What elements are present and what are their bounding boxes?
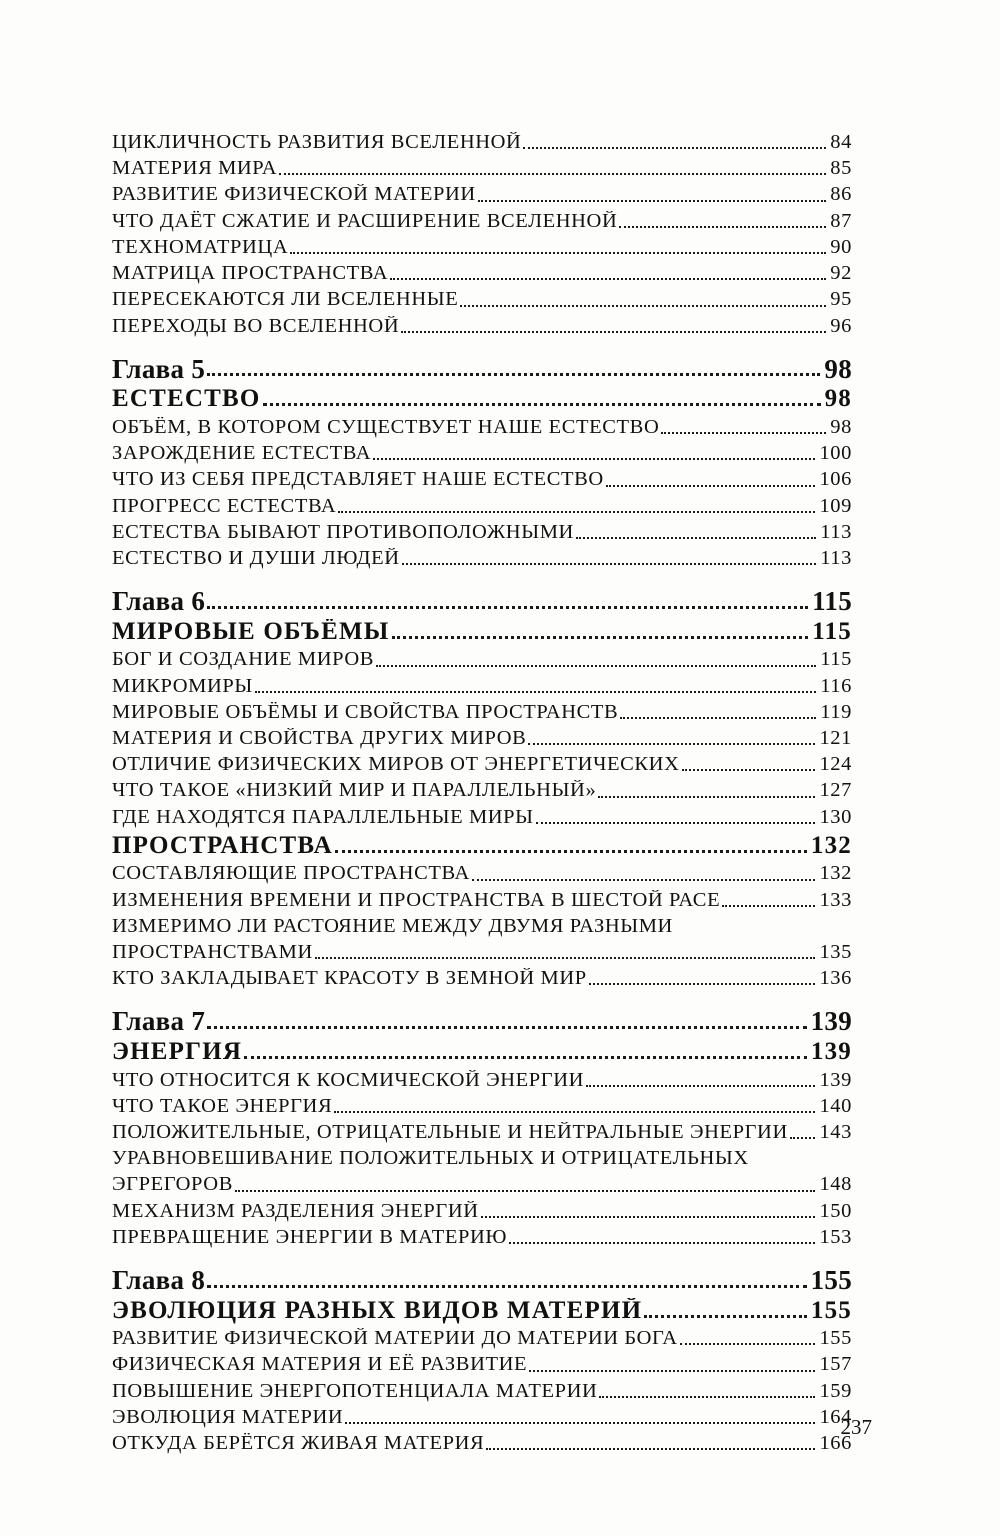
toc-leader-dots — [673, 917, 850, 938]
toc-entry[interactable] — [112, 469, 852, 491]
toc-entry-label: Глава 6 — [112, 587, 206, 616]
toc-entry-label: ПЕРЕСЕКАЮТСЯ ЛИ ВСЕЛЕННЫЕ — [112, 289, 459, 311]
toc-leader-dots — [521, 133, 828, 154]
toc-entry-page: 84 — [830, 131, 852, 153]
toc-entry-page: 106 — [819, 468, 852, 491]
toc-entry-label: ПРОГРЕСС ЕСТЕСТВА — [112, 495, 337, 517]
toc-entry-page: 127 — [819, 779, 852, 802]
toc-entry-label: ОТКУДА БЕРЁТСЯ ЖИВАЯ МАТЕРИЯ — [112, 1433, 485, 1455]
toc-entry-page: 115 — [820, 648, 852, 671]
toc-entry-label: ПОЛОЖИТЕЛЬНЫЕ, ОТРИЦАТЕЛЬНЫЕ И НЕЙТРАЛЬНЫЕ ЭНЕРГИИ — [112, 1121, 788, 1143]
toc-leader-dots — [680, 755, 818, 776]
toc-entry[interactable] — [112, 417, 852, 439]
toc-leader-dots — [618, 703, 818, 724]
toc-entry[interactable] — [112, 386, 852, 413]
toc-entry[interactable] — [112, 676, 852, 698]
toc-entry-label: ЦИКЛИЧНОСТЬ РАЗВИТИЯ ВСЕЛЕННОЙ — [112, 132, 522, 153]
toc-leader-dots — [333, 834, 809, 859]
toc-leader-dots — [400, 549, 819, 570]
toc-group — [112, 587, 852, 990]
toc-entry[interactable] — [112, 1381, 852, 1403]
toc-leader-dots — [484, 1434, 817, 1455]
toc-leader-dots — [749, 1149, 850, 1170]
toc-entry-page: 98 — [824, 353, 852, 384]
toc-leader-dots — [261, 388, 823, 413]
toc-entry-label: Глава 5 — [112, 354, 206, 384]
toc-leader-dots — [470, 865, 818, 886]
toc-group-separator — [112, 1253, 852, 1266]
toc-entry-label: РАЗВИТИЕ ФИЗИЧЕСКОЙ МАТЕРИИ ДО МАТЕРИИ БОГА — [112, 1328, 678, 1350]
toc-entry-page: 155 — [810, 1265, 852, 1296]
toc-entry-page: 166 — [819, 1432, 852, 1455]
toc-entry[interactable] — [112, 1039, 852, 1066]
toc-entry-page: 132 — [810, 831, 852, 859]
toc-entry-label: МАТЕРИЯ МИРА — [112, 158, 278, 180]
toc-leader-dots — [507, 1228, 817, 1249]
toc-leader-dots — [336, 497, 817, 518]
toc-entry-page: 92 — [830, 262, 852, 285]
toc-leader-dots — [678, 1329, 818, 1350]
toc-entry-label: МАТРИЦА ПРОСТРАНСТВА — [112, 263, 389, 285]
toc-entry-page: 148 — [819, 1173, 852, 1196]
toc-entry-label: РАЗВИТИЕ ФИЗИЧЕСКОЙ МАТЕРИИ — [112, 184, 476, 206]
toc-entry[interactable] — [112, 1407, 852, 1429]
toc-entry[interactable] — [112, 1227, 852, 1249]
toc-entry-page: 139 — [819, 1068, 852, 1091]
toc-leader-dots — [371, 444, 817, 465]
toc-entry-page: 113 — [820, 520, 852, 543]
toc-entry[interactable] — [112, 754, 852, 776]
toc-entry[interactable] — [112, 522, 852, 544]
toc-entry[interactable] — [112, 1122, 852, 1144]
toc-entry-label: ОБЪЁМ, В КОТОРОМ СУЩЕСТВУЕТ НАШЕ ЕСТЕСТВО — [112, 416, 660, 438]
toc-entry-label: МЕХАНИЗМ РАЗДЕЛЕНИЯ ЭНЕРГИЙ — [112, 1200, 479, 1222]
toc-entry-page: 153 — [819, 1225, 852, 1248]
toc-entry-page: 150 — [819, 1199, 852, 1222]
toc-entry-label: УРАВНОВЕШИВАНИЕ ПОЛОЖИТЕЛЬНЫХ И ОТРИЦАТЕЛЬНЫХ — [112, 1148, 749, 1170]
toc-entry[interactable] — [112, 1328, 852, 1350]
toc-entry[interactable] — [112, 968, 852, 990]
toc-leader-dots — [390, 620, 811, 645]
toc-entry-label: МИКРОМИРЫ — [112, 675, 253, 697]
page-number: 237 — [840, 1415, 872, 1439]
toc-entry-label: ЕСТЕСТВО И ДУШИ ЛЮДЕЙ — [112, 547, 400, 569]
toc-leader-dots — [233, 1176, 817, 1197]
toc-entry-label: ПРЕВРАЩЕНИЕ ЭНЕРГИИ В МАТЕРИЮ — [112, 1226, 508, 1248]
toc-leader-dots — [399, 317, 828, 338]
toc-entry-label: ЧТО ТАКОЕ ЭНЕРГИЯ — [112, 1095, 333, 1117]
toc-entry-page: 136 — [819, 967, 852, 990]
toc-entry-page: 98 — [830, 415, 852, 438]
toc-entry-page: 157 — [819, 1353, 852, 1376]
toc-entry-page: 139 — [810, 1006, 852, 1037]
toc-group — [112, 355, 852, 570]
toc-entry-page: 87 — [830, 209, 852, 232]
toc-leader-dots — [332, 1097, 817, 1118]
toc-entry[interactable] — [112, 1201, 852, 1223]
toc-entry-label: ЧТО ОТНОСИТСЯ К КОСМИЧЕСКОЙ ЭНЕРГИИ — [112, 1069, 585, 1091]
toc-entry-label: СОСТАВЛЯЮЩИЕ ПРОСТРАНСТВА — [112, 863, 470, 885]
toc-entry-page: 100 — [819, 442, 852, 465]
toc-leader-dots — [288, 238, 828, 259]
toc-leader-dots — [313, 943, 818, 964]
toc-entry-page: 155 — [810, 1296, 852, 1324]
toc-entry[interactable] — [112, 649, 852, 671]
toc-entry[interactable] — [112, 863, 852, 885]
toc-entry[interactable] — [112, 728, 852, 750]
toc-entry[interactable] — [112, 1298, 852, 1325]
toc-entry[interactable] — [112, 890, 852, 912]
toc-entry[interactable] — [112, 184, 852, 206]
toc-leader-dots — [574, 523, 818, 544]
toc-group — [112, 1266, 852, 1455]
toc-entry[interactable] — [112, 237, 852, 259]
toc-leader-dots — [720, 891, 817, 912]
toc-entry[interactable] — [112, 1096, 852, 1118]
toc-entry-page: 113 — [820, 546, 852, 569]
toc-entry-label: Глава 7 — [112, 1007, 206, 1037]
toc-entry[interactable] — [112, 916, 852, 938]
toc-leader-dots — [476, 186, 829, 207]
toc-entry[interactable] — [112, 1070, 852, 1092]
toc-entry-page: 124 — [819, 753, 852, 776]
toc-entry[interactable] — [112, 942, 852, 964]
toc-entry-label: МИРОВЫЕ ОБЪЁМЫ И СВОЙСТВА ПРОСТРАНСТВ — [112, 701, 619, 723]
toc-entry-page: 95 — [830, 288, 852, 311]
toc-leader-dots — [277, 159, 828, 180]
toc-entry-label: ПЕРЕХОДЫ ВО ВСЕЛЕННОЙ — [112, 315, 400, 337]
toc-entry-page: 121 — [819, 726, 852, 749]
toc-entry-page: 85 — [830, 157, 852, 180]
toc-leader-dots — [596, 782, 817, 803]
toc-group — [112, 132, 852, 337]
toc-entry[interactable] — [112, 316, 852, 338]
toc-entry[interactable] — [112, 1433, 852, 1455]
toc-leader-dots — [205, 1009, 808, 1036]
toc-entry[interactable] — [112, 833, 852, 860]
toc-leader-dots — [374, 651, 818, 672]
toc-leader-dots — [479, 1202, 818, 1223]
toc-group-separator — [112, 574, 852, 587]
toc-entry[interactable] — [112, 355, 852, 384]
toc-entry-label: БОГ И СОЗДАНИЕ МИРОВ — [112, 649, 375, 671]
toc-leader-dots — [343, 1408, 817, 1429]
toc-leader-dots — [205, 356, 822, 383]
toc-entry-page: 133 — [819, 888, 852, 911]
toc-entry-label: ЧТО ИЗ СЕБЯ ПРЕДСТАВЛЯЕТ НАШЕ ЕСТЕСТВО — [112, 469, 604, 491]
toc-leader-dots — [205, 589, 810, 616]
toc-entry-label: ЧТО ТАКОЕ «НИЗКИЙ МИР И ПАРАЛЛЕЛЬНЫЙ» — [112, 780, 597, 802]
toc-leader-dots — [584, 1071, 817, 1092]
toc-entry-page: 98 — [824, 385, 852, 413]
toc-entry[interactable] — [112, 496, 852, 518]
toc-entry[interactable] — [112, 443, 852, 465]
toc-entry[interactable] — [112, 132, 852, 154]
toc-entry-label: КТО ЗАКЛАДЫВАЕТ КРАСОТУ В ЗЕМНОЙ МИР — [112, 968, 587, 990]
toc-entry[interactable] — [112, 1266, 852, 1295]
toc-entry[interactable] — [112, 1148, 852, 1170]
toc-entry-page: 140 — [819, 1094, 852, 1117]
toc-entry-label: ПОВЫШЕНИЕ ЭНЕРГОПОТЕНЦИАЛА МАТЕРИИ — [112, 1380, 598, 1402]
toc-entry[interactable] — [112, 1174, 852, 1196]
toc-entry-label: ЭВОЛЮЦИЯ РАЗНЫХ ВИДОВ МАТЕРИЙ — [112, 1297, 643, 1324]
toc-entry-page: 86 — [830, 183, 852, 206]
toc-leader-dots — [642, 1299, 809, 1324]
toc-entry-label: ПРОСТРАНСТВА — [112, 832, 333, 859]
toc-entry[interactable] — [112, 211, 852, 233]
toc-entry-page: 109 — [819, 494, 852, 517]
toc-leader-dots — [659, 418, 828, 439]
toc-entry-label: ЭВОЛЮЦИЯ МАТЕРИИ — [112, 1406, 344, 1428]
toc-leader-dots — [242, 1041, 809, 1066]
toc-leader-dots — [205, 1268, 808, 1295]
toc-entry[interactable] — [112, 1354, 852, 1376]
toc-entry-label: ПРОСТРАНСТВАМИ — [112, 941, 313, 963]
toc-entry-page: 155 — [819, 1327, 852, 1350]
toc-entry-label: ЕСТЕСТВА БЫВАЮТ ПРОТИВОПОЛОЖНЫМИ — [112, 521, 574, 543]
toc-entry-label: ФИЗИЧЕСКАЯ МАТЕРИЯ И ЕЁ РАЗВИТИЕ — [112, 1354, 528, 1376]
toc-entry-label: ОТЛИЧИЕ ФИЗИЧЕСКИХ МИРОВ ОТ ЭНЕРГЕТИЧЕСКИХ — [112, 754, 680, 776]
toc-entry-page: 115 — [812, 586, 852, 617]
toc-entry-label: ЗАРОЖДЕНИЕ ЕСТЕСТВА — [112, 443, 372, 465]
toc-entry-page: 164 — [819, 1405, 852, 1428]
toc-leader-dots — [458, 291, 828, 312]
toc-entry[interactable] — [112, 619, 852, 646]
toc-entry-page: 135 — [819, 940, 852, 963]
toc-group-separator — [112, 342, 852, 355]
toc-entry-page: 139 — [810, 1038, 852, 1066]
toc-leader-dots — [788, 1123, 818, 1144]
toc-leader-dots — [587, 969, 818, 990]
toc-entry[interactable] — [112, 587, 852, 616]
toc-entry[interactable] — [112, 1007, 852, 1036]
toc-leader-dots — [604, 471, 818, 492]
toc-leader-dots — [597, 1382, 817, 1403]
toc-entry[interactable] — [112, 807, 852, 829]
toc-entry[interactable] — [112, 263, 852, 285]
toc-entry[interactable] — [112, 289, 852, 311]
toc-entry-page: 159 — [819, 1379, 852, 1402]
toc-entry-page: 132 — [819, 862, 852, 885]
toc-entry-label: ЭНЕРГИЯ — [112, 1039, 243, 1066]
toc-entry-label: ИЗМЕНЕНИЯ ВРЕМЕНИ И ПРОСТРАНСТВА В ШЕСТОЙ РАСЕ — [112, 889, 721, 911]
toc-entry-page: 96 — [830, 314, 852, 337]
toc-entry-label: ГДЕ НАХОДЯТСЯ ПАРАЛЛЕЛЬНЫЕ МИРЫ — [112, 806, 534, 828]
toc-group-separator — [112, 994, 852, 1007]
toc-leader-dots — [388, 264, 828, 285]
toc-leader-dots — [527, 1356, 817, 1377]
toc-leader-dots — [526, 729, 817, 750]
toc-entry-label: ИЗМЕРИМО ЛИ РАСТОЯНИЕ МЕЖДУ ДВУМЯ РАЗНЫМИ — [112, 915, 673, 937]
toc-entry-page: 116 — [820, 674, 852, 697]
toc-group — [112, 1007, 852, 1248]
toc-entry[interactable] — [112, 702, 852, 724]
toc-entry-page: 90 — [830, 235, 852, 258]
toc-entry-label: МИРОВЫЕ ОБЪЁМЫ — [112, 618, 390, 645]
toc-entry-label: ЭГРЕГОРОВ — [112, 1174, 233, 1196]
toc-entry-label: ЧТО ДАЁТ СЖАТИЕ И РАСШИРЕНИЕ ВСЕЛЕННОЙ — [112, 210, 618, 232]
toc-leader-dots — [617, 212, 828, 233]
toc-entry-label: ЕСТЕСТВО — [112, 386, 261, 413]
toc-entry-page: 130 — [819, 805, 852, 828]
toc-entry-label: МАТЕРИЯ И СВОЙСТВА ДРУГИХ МИРОВ — [112, 727, 527, 749]
toc-entry[interactable] — [112, 158, 852, 180]
toc-entry[interactable] — [112, 780, 852, 802]
table-of-contents — [112, 132, 852, 1459]
toc-entry-page: 115 — [812, 617, 852, 645]
toc-entry-page: 143 — [819, 1120, 852, 1143]
toc-entry-label: Глава 8 — [112, 1266, 206, 1295]
toc-leader-dots — [534, 808, 818, 829]
toc-entry-page: 119 — [820, 700, 852, 723]
toc-entry-label: ТЕХНОМАТРИЦА — [112, 236, 289, 258]
toc-leader-dots — [253, 677, 818, 698]
toc-entry[interactable] — [112, 548, 852, 570]
